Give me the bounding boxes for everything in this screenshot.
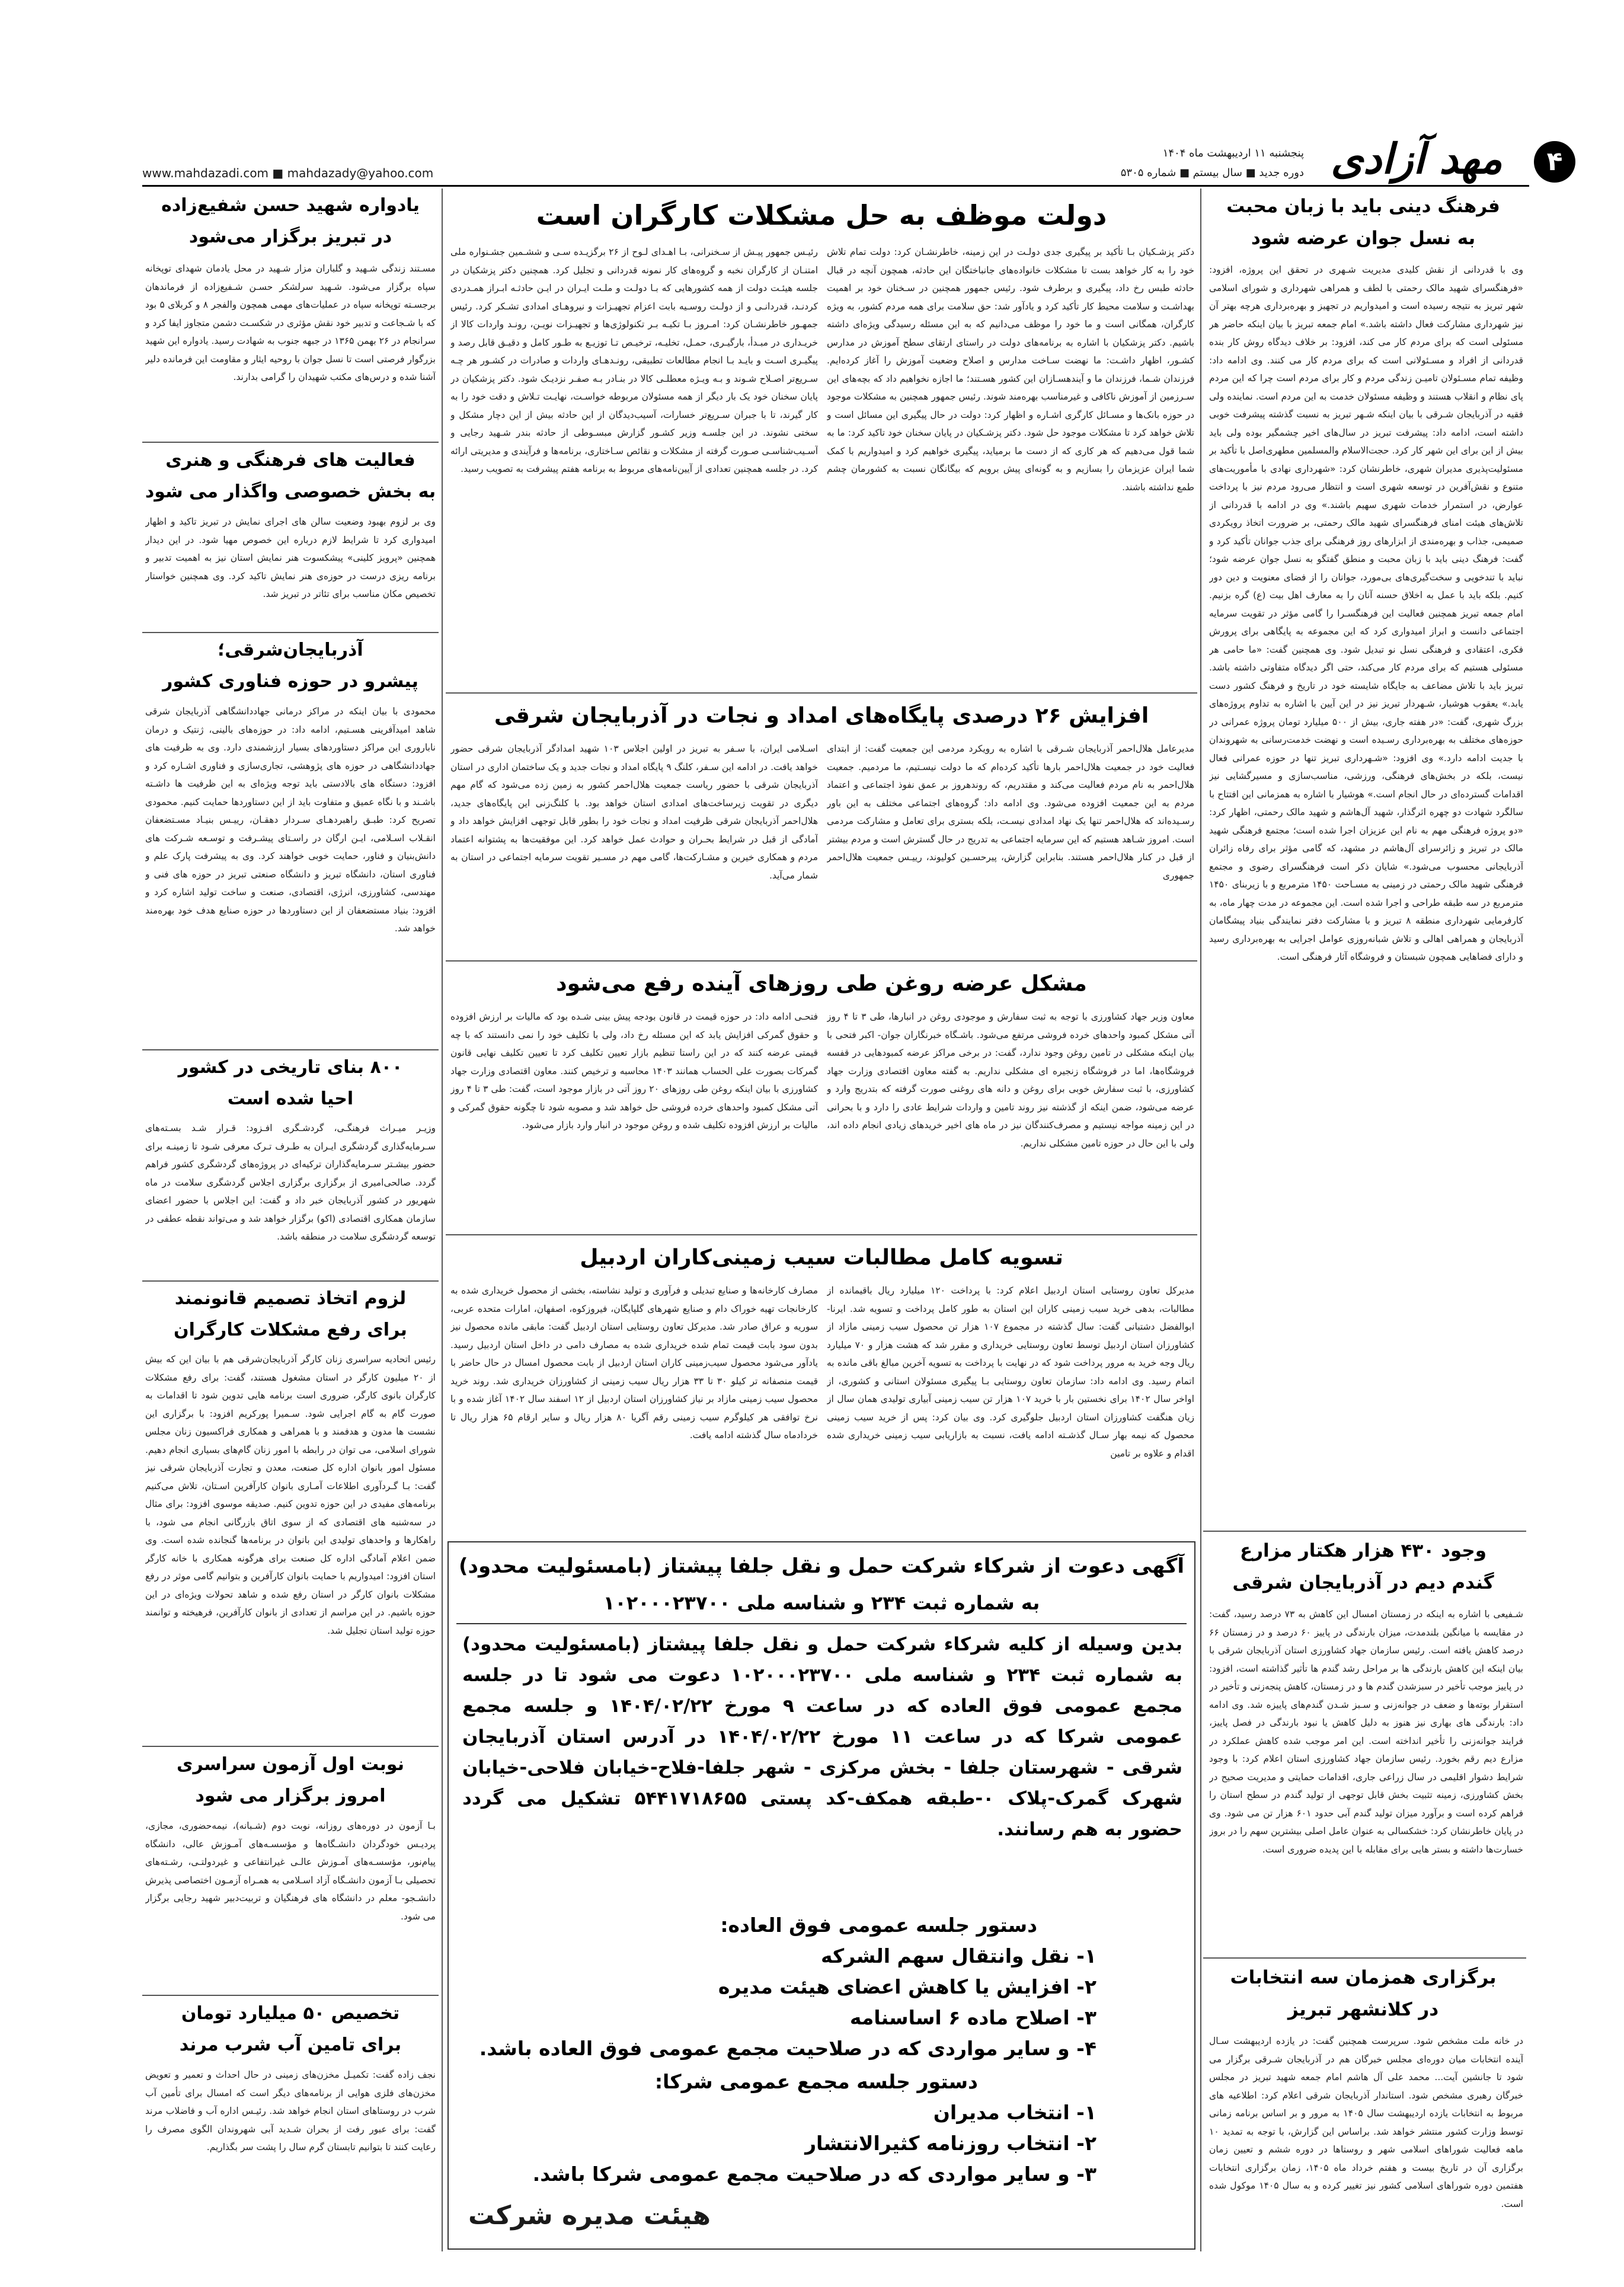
page-number-badge xyxy=(1534,141,1575,183)
agenda-item: ۳- و سایر مواردی که در صلاحیت مجمع عمومی شرکا باشد. xyxy=(532,2163,1096,2186)
date-line: پنجشنبه ۱۱ اردیبهشت ماه ۱۴۰۴ xyxy=(1162,147,1304,159)
article-title: در کلانشهر تبریز xyxy=(1287,1999,1439,2020)
agenda-item: ۲- افزایش یا کاهش اعضای هیئت مدیره xyxy=(718,1975,1096,1998)
article-body: بـا آزمون در دوره‌های روزانه، نوبت دوم (شـبانه)، نیمه‌حضوری، مجازی، پردیـس خودگردان دانشـگاه‌ها و مؤسسـه‌های آمـوزش عالی، دانشگاه پیام‌نور، مؤسسـه‌های آمـوزش عالـی غیرانتفاعی و غیردولتـی، رشـته‌های تحصیلی بـا آزمون دانشـگاه آزاد اسـلامی به همـراه آزمـون اختصاصی پذیرش دانشـجو- معلم در دانشگاه های فرهنگیان و تربیت‌دبیر شهید رجایی برگزار می شود. xyxy=(145,1820,436,1922)
article-separator xyxy=(446,960,1197,962)
article-title: برای تامین آب شرب مرند xyxy=(179,2034,402,2055)
article-title: احیا شده است xyxy=(227,1088,354,1109)
article-separator xyxy=(1203,1957,1526,1959)
article-title: پیشرو در حوزه فناوری کشور xyxy=(162,671,418,692)
article-title: آذربایجان‌شرقی؛ xyxy=(218,640,363,660)
article-body: نجف زاده گفت: تکمیـل مخزن‌های زمینی در حال احداث و تعمیر و تعویض مخزن‌های فلزی هوایی از برنامه‌های دیگر است که امسال برای تأمین آب شرب در روستاهای استان انجام خواهد شد. رئیـس اداره آب و فاضلاب مرند گفت: برای عبور رفت از بحران شـدید آبی شهروندان الگوی مصرف را رعایت کنند تا بتوانیم تابستان گرم سال را پشت سر بگذاریم. xyxy=(145,2069,436,2152)
article-title: برگزاری همزمان سه انتخابات xyxy=(1230,1967,1497,1988)
article-title: تسویه کامل مطالبات سیب زمینی‌کاران اردبیل xyxy=(580,1245,1063,1270)
agenda-heading: دستور جلسه مجمع عمومی شرکا: xyxy=(654,2070,978,2093)
lead-article-title: دولت موظف به حل مشکلات کارگران است xyxy=(536,199,1107,231)
article-body: در خانه ملت مشخص شود. سرپرست همچنین گفت: در یازده اردیبهشت سـال آینده انتخابات میان دوره‌ای مجلس خبرگان هم در آذربایجان شـرقی برگزار می شود تا جانشین آیت... محمد علی آل هاشم امام جمعه شهید تبریز در مجلس خبرگان رهبری مشخص شود. استاندار آذربایجان شرقی اعلام کرد: اطلاعیه های مربوط به انتخابات یازده اردیبهشت سال ۱۴۰۵ به مرور و بر اساس برنامه زمانی توسط وزارت کشور منتشر خواهد شد. براساس این گزارش، با توجه به تمدید ۱۰ ماهه فعالیت شوراهای اسلامی شهر و روستاها در دوره ششم و تعیین زمان برگزاری آن در تاریخ بیست و هفتم خرداد ماه ۱۴۰۵، زمان برگزاری انتخابات هفتمین دوره شوراهای اسلامی کشور نیز تغییر کرده و به سال ۱۴۰۵ موکول شده است. xyxy=(1209,2036,1523,2209)
article-separator xyxy=(142,1746,439,1747)
article-title: لزوم اتخاذ تصمیم قانونمند xyxy=(174,1288,407,1309)
notice-body: بدین وسیله از کلیه شرکاء شرکت حمل و نقل جلفا پیشتاز (بامسئولیت محدود) به شماره ثبت ۲۳۴ و شناسه ملی ۱۰۲۰۰۰۲۳۷۰۰ دعوت می شود تا در جلسه مجمع عمومی فوق العاده که در ساعت ۹ مورخ ۱۴۰۴/۰۲/۲۲ و جلسه مجمع عمومی شرکا که در ساعت ۱۱ مورخ ۱۴۰۴/۰۲/۲۲ در آدرس استان آذربایجان شرقی - شهرستان جلفا - بخش مرکزی - شهر جلفا-فلاح-خیابان فلاحی-خیابان شهرک گمرک-پلاک ۰-طبقه همکف-کد پستی ۵۴۴۱۷۱۸۶۵۵ تشکیل می گردد حضور به هم رسانند. xyxy=(462,1634,1182,1840)
article-separator xyxy=(446,692,1197,694)
article-separator xyxy=(142,442,439,443)
article-separator xyxy=(446,1234,1197,1235)
article-separator xyxy=(142,1280,439,1282)
agenda-item: ۳- اصلاح ماده ۶ اساسنامه xyxy=(849,2006,1096,2029)
notice-subtitle: به شماره ثبت ۲۳۴ و شناسه ملی ۱۰۲۰۰۰۲۳۷۰۰ xyxy=(603,1592,1040,1614)
agenda-heading: دستور جلسه عمومی فوق العاده: xyxy=(720,1914,1037,1937)
contact-line[interactable]: www.mahdazadi.com ■ mahdazady@yahoo.com xyxy=(142,166,434,180)
logo: مهد آزادی xyxy=(1331,134,1502,183)
article-separator xyxy=(142,1049,439,1050)
article-body: وی با قدردانی از نقش کلیدی مدیریت شـهری در تحقق این پروژه، افزود: «فرهنگسرای شهید مالک رحمتی با لطف و همراهی شهرداری و شورای اسلامی شهر تبریز به نتیجه رسیده است و امیدواریم در تجهیز و بهره‌برداری هرچه بهتر آن نیز شهرداری مشارکت فعال داشته باشد.» امام جمعه تبریز با بیان اینکه حاضر هر مسئولی است که برای مردم کار می کند، افزود: بر خلاف دیدگاه روش کار بنده قدردانی از افراد و مسـئولانی است که برای مردم کار می کنند. وی ادامه داد: وظیفه تمام مسـئولان تامیـن زندگی مردم و کار برای مردم است چرا که این مردم پای نظام و انقلاب هستند و وظیفه مسئولان خدمت به این مردم است. نماینده ولی فقیه در آذربایجان شـرقی با بیان اینکه شـهر تبریز به نسبت گذشته پیشرفت خوبی داشته است، ادامه داد: پیشرفت تبریز در سال‌های اخیر چشمگیر بوده ولی باید بیش از این برای این شهر کار کرد. حجت‌الاسلام والمسلمین مطهری‌اصل با تأکید بر مسئولیت‌پذیری مدیران شهری، خاطرنشان کرد: «شهرداری نهادی با مأموریت‌های متنوع و نقش‌آفرین در توسعه شهری است و انتظار می‌رود مردم نیز با پرداخت عوارض، در استمرار خدمات شهری سهیم باشند.» وی در ادامه با قدردانی از تلاش‌های هیئت امنای فرهنگسرای شهید مالک رحمتی، بر ضرورت اتخاذ رویکردی صمیمی، جذاب و بهره‌مندی از ابزارهای روز فرهنگی برای جذب جوانان تأکید کرد و گفت: فرهنگ دینی باید با زبان محبت و منطق گفتگو به نسل جوان عرضه شود؛ نباید با تندخویی و سخت‌گیری‌های بی‌مورد، جوانان را از فضای معنویت و دین دور کنیم. بلکه باید با عمل به اخلاق حسنه آنان را به معارف اهل بیت (ع) گره بزنیم. امام جمعه تبریز همچنین فعالیت این فرهنگسـرا را گامی مؤثر در تقویت سرمایه اجتماعی دانست و ابراز امیدواری کرد که این مجموعه به پایگاهی برای پرورش فکری، اعتقادی و فرهنگی نسل نو تبدیل شود. وی همچنین گفت: «ما حامی هر مسئولی هستیم که برای مردم کار می‌کند، حتی اگر دیدگاه متفاوتی داشته باشد. تبریز باید با تلاش مضاعف به جایگاه شایسته خود در تاریخ و فرهنگ کشور دست یابد.» یعقوب هوشیار، شـهردار تبریز نیز در این آیین با اشاره به تداوم پروژه‌های بزرگ شهری، گفت: «در هفته جاری، بیش از ۵۰۰ میلیارد تومان پروژه عمرانی در حوزه‌های مختلف به بهره‌برداری رسـیده است و نهضت خدمت‌رسانی به شهروندان با جدیت ادامه دارد.» وی افزود: «شـهرداری تبریز تنها در حوزه عمرانی فعال نیست، بلکه در بخش‌های فرهنگی، ورزشی، مناسب‌سازی و مسیرگشایی نیز اقدامات گسترده‌ای در حال انجام است.» هوشیار با اشاره به همزمانی این افتتاح با سالگرد شهادت دو چهره اثرگذار، شهید آل‌هاشم و شهید مالک رحمتی، اظهار کرد: «دو پروژه فرهنگی مهم به نام این عزیزان اجرا شده است؛ مجتمع فرهنگی شهید مالک در تبریز و زائرسرای آل‌هاشم در مشهد، که گامی مؤثر برای رفاه زائران آذربایجانی محسوب می‌شود.» شایان ذکر است فرهنگسرای رضوی و مجتمع فرهنگی شهید مالک رحمتی در زمینی به مسـاحت ۱۴۵۰ مترمربع و با زیربنای ۱۴۵۰ مترمربع در سه طبقه طراحی و اجرا شده است. این مجموعه در مدت چهار ماه، به کارفرمایی شهرداری منطقه ۸ تبریز و با مشارکت دفتر نمایندگی بنیاد پیشگامان آذربایجان و همراهی اهالی و تلاش شبانه‌روزی عوامل اجرایی به بهره‌برداری رسید و دارای فضاهایی همچون شبستان و فروشگاه آثار فرهنگی است. xyxy=(1209,264,1523,962)
article-body: مصارف کارخانه‌ها و صنایع تبدیلی و فرآوری و تولید نشاسته، بخشی از محصول خریداری شده به کارخانجات تهیه خوراک دام و صنایع شهرهای گلپایگان، فیروزکوه، اصفهان، امارات متحده عربی، سوریه و عراق صادر شد. مدیرکل تعاون روستایی استان اردبیل گفت: مابقی مانده محصول نیز بدون سود بابت قیمت تمام شده خریداری شده به مصارف دامی در داخل استان اردبیل رسید. یادآور می‌شود محصول سیب‌زمینی کاران استان اردبیل از بابت محصول امسال در حال حاضر با قیمت منصفانه تر کیلو ۳۰ تا ۳۳ هزار ریال سیب زمینی از کشاورزان خریداری شد. روند خرید محصول سیب زمینی مازاد بر نیاز کشاورزان استان اردبیل از ۱۲ اسفند سال ۱۴۰۲ آغاز شده و با نرخ توافقی هر کیلوگرم سیب زمینی رقم آگریا ۸۰ هزار ریال و سایر ارقام ۶۵ هزار ریال تا خردادماه سال گذشته ادامه یافت. xyxy=(450,1285,818,1440)
notice-signature: هیئت مدیره شرکت xyxy=(468,2200,711,2231)
article-separator xyxy=(142,632,439,633)
article-title: در تبریز برگزار می‌شود xyxy=(188,226,392,247)
article-title: یادواره شهید حسن شفیع‌زاده xyxy=(161,195,420,216)
article-body: شـفیعی با اشاره به اینکه در زمستان امسال این کاهش به ۷۳ درصد رسید، گفت: در مقایسه با میانگین بلندمدت، میزان بارندگی در پاییز ۶۰ درصد و در زمستان ۶۶ درصد کاهش یافته است. رئیس سازمان جهاد کشاورزی استان آذربایجان شرقی با بیان اینکه این کاهش بارندگی ها بر مراحل رشد گندم ها تأثیر گذاشته است، افزود: در پاییز موجب تأخیر در سبزشدن گندم ها و در زمستان، کاهش پنجه‌زنی و تأخیر در استقرار بوته‌ها و ضعف در جوانه‌زنی و سـبز شـدن گندم‌های پاییزه شد. وی ادامه داد: بارندگی های بهاری نیز هنوز به دلیل کاهش یا نبود بارندگی در فصل پاییز، فرایند جوانه‌زنی را تأخیر انداخته است. این امر موجب شده کاهش عملکرد در مزارع دیم رقم بخورد. رئیس سازمان جهاد کشاورزی استان اعلام کرد: با وجود شرایط دشوار اقلیمی در سال زراعی جاری، اقدامات حمایتی و مدیریت صحیح در بخش کشاورزی، زمینه تثبیت بخش قابل توجهی از تولید گندم در سطح استان را فراهم کرده است و برآورد میزان تولید گندم آبی حدود ۶۰۱ هزار تن می شود. وی در پایان خاطرنشان کرد: خشکسالی به عنوان عامل اصلی بیشترین سهم را در بروز خسارت‌ها داشته و بستر هایی برای مقابله با این پدیده ضروری است. xyxy=(1209,1609,1523,1855)
edition-line: دوره جدید ■ سال بیستم ■ شماره ۵۳۰۵ xyxy=(1120,167,1304,179)
article-body: دکتر پزشـکیان بـا تأکید بر پیگیری جدی دولـت در این زمینه، خاطرنشـان کرد: دولت تمام تلاش خود را به کار خواهد بست تا مشکلات خانواده‌های جانباختگان این حادثه، همچون آنچه در قبال حادثه طبس رخ داد، پیگیری و برطرف شود. رئیس جمهور همچنین در سـخنان خود بر اهمیت بهداشـت و سلامت محیط کار تأکید کرد و یادآور شد: حق سلامت برای همه مردم کشور، به ویژه کارگران، همگانی است و ما خود را موظف می‌دانیم که به این مسئله رسیدگی ویژه‌ای داشته باشیم. دکتر پزشکیان با اشاره به برنامه‌های دولت در راستای ارتقای سطح آموزش در مدارس کشـور، اظهار داشـت: ما نهضت سـاخت مدارس و اصلاح وضعیت آموزش را آغاز کرده‌ایم. فرزندان شـما، فرزندان ما و آیندهسـازان این کشور هسـتند؛ ما اجازه نخواهیم داد که بچه‌های این سـرزمین از آموزش ناکافی و غیرمناسب بهره‌مند شوند. رئیس جمهور همچنین به مشکلات موجود در حوزه بانک‌ها و مسـائل کارگری اشـاره و اظهار کرد: دولت در حال پیگیری این مسائل است و تلاش خواهد کرد تا مشکلات موجود حل شود. دکتر پزشـکیان در پایان سخنان خود تاکید کرد: ما به شما قول می‌دهیم که هر کاری که از دست ما برمیاید، پیگیری خواهیم کرد و امیدواریم با کمک شما ایران عزیزمان را بسازیم و به گونه‌ای پیش برویم که بیگانگان نسبت به کشورمان چشم طمع نداشته باشند. xyxy=(827,247,1194,493)
article-title: نوبت اول آزمون سراسری xyxy=(176,1754,405,1775)
article-body: مدیرعامل هلال‌احمر آذربایجان شـرقی با اشاره به رویکرد مردمی این جمعیت گفت: از ابتدای فعالیت خود در جمعیت هلال‌احمر بارها تأکید کرده‌ام که ما دولت نیسـتیم، ما مردمیم. جمعیت هلال‌احمر به نام مردم فعالیت می‌کند و مقتدریم، که روندهروز بر عمق نفوذ اجتماعی و اعتماد مردم به این جمعیت افزوده می‌شود. وی ادامه داد: گروه‌های اجتماعی مختلف به این باور رسـیده‌اند که هلال‌احمر تنها یک نهاد امدادی نیسـت، بلکه بستری برای تعامل و مشارکت مردمی است. امروز شـاهد هستیم که این سرمایه اجتماعی به تدریج در حال گسترش است و مردم بیشتر از قبل در کنار هلال‌احمر هستند. بنابراین گزارش، پیرحسـین کولیوند، رییـس جمعیت هلال‌احمر جمهوری xyxy=(827,743,1194,881)
article-title: گندم دیم در آذربایجان شرقی xyxy=(1232,1572,1494,1593)
agenda-item: ۱- نقل وانتقال سهم الشرکه xyxy=(821,1944,1096,1967)
article-separator xyxy=(142,1995,439,1996)
masthead-rule xyxy=(142,185,1529,187)
article-title: فرهنگ دینی باید با زبان محبت xyxy=(1226,196,1500,217)
agenda-item: ۲- انتخاب روزنامه کثیرالانتشار xyxy=(805,2132,1096,2155)
article-body: وی بر لزوم بهبود وضعیت سالن های اجرای نمایش در تبریز تاکید و اظهار امیدواری کرد تا شرایط لازم درباره این خصوص مهیا شود. در این دیدار همچنین «پرویز کلینی» پیشکسوت هنر نمایش استان نیز به اهمیت تدبیر و برنامه ریزی درست در حوزه‌ی هنر نمایش تاکید کرد. وی همچنین خواستار تخصیص مکان مناسب برای تئاتر در تبریز شد. xyxy=(145,516,436,599)
article-title: تخصیص ۵۰ میلیارد تومان xyxy=(181,2003,400,2024)
agenda-item: ۴- و سایر مواردی که در صلاحیت مجمع عمومی فوق العاده باشد. xyxy=(479,2037,1096,2060)
agenda-item: ۱- انتخاب مدیران xyxy=(933,2101,1096,2124)
article-body: فتحـی ادامه داد: در حوزه قیمت در قانون بودجه پیش بینی شـده بود که مالیات بر ارزش افزوده و حقوق گمرکی افزایش یابد که این مسئله رخ داد، ولی با تکلیف خود را نمی دانستند که با چه قیمتی عرضه کنند که در این راستا تنظیم بازار تعیین تکلیف کرد تا تعیین تکلیف نهایی قانون گمرکات بصورت علی الحساب همانند ۱۴۰۳ محاسبه و ترخیص کنند. معاون اقتصادی وزارت جهاد کشاورزی با بیان اینکه روغن طی روزهای ۲۰ روز آتی در بازار موجود است، گفت: طی ۳ تا ۴ روز آتی مشکل کمبود واحدهای خرده فروشی حل خواهد شد و مصوبه شود تا چگونه حقوق گمرکی و مالیات بر ارزش افزوده تکلیف شده و روغن موجود در انبار وارد بازار می‌شود. xyxy=(450,1011,818,1130)
article-title: به بخش خصوصی واگذار می شود xyxy=(145,481,436,502)
article-title: برای رفع مشکلات کارگران xyxy=(174,1320,407,1340)
article-body: رئیـس جمهور پیـش از سـخنرانی، بـا اهـدای لـوح از ۲۶ برگزیـده سـی و ششـمین جشـنواره ملی امتنـان از کارگران نخبه و گروه‌های کار نمونه قدردانی و تجلیل کرد. همچنین دکتر پزشکیان در جلسه هیئـت دولت از همه کشورهایی که بـا دولـت و ملـت ایـران در ایـن حادثـه ابـراز همـدردی کردنـد، قدردانـی و از دولـت روسـیه بابت اعزام تجهیـزات و نیروهـای امدادی تشـکر کرد. رئیس جمهـور خاطرنشـان کرد: امـروز بـا تکیـه بـر تکنولوژی‌ها و تجهیـزات نویـن، رونـد واردات کالا از خریـداری در مبـدأ، بارگیـری، حمـل، تخلیـه، ترخیـص تـا توزیـع به طـور کامل و دقیـق قابل رصد و پیگیـری اسـت و بایـد بـا انجام مطالعات تطبیقی، رونـدهـای واردات و صادرات در کشـور هر چـه سـریع‌تر اصـلاح شـوند و بـه ویـژه معطلـی کالا در بنـادر بـه صفـر نزدیـک شود. دکتر پزشکیان در پایان سخنان خود یک بار دیگر از همه مسئولان مربوطه خواسـت، نهایـت تـلاش و دقت خود را به کار گیرند، تا با جبران سـریع‌تر خسارات، آسیب‌دیدگان از این حادثه بیش از این دچار مشکل و سختی نشوند. در این جلسـه وزیر کشـور گزارش مبسـوطی از حادثه بندر شـهید رجایی و آسـیب‌شناسـی صـورت گرفته از مشکلات و نقائص سـاختاری، برنامه‌ها و فرآیندی و مدیریتی ارائه کرد. در جلسه همچنین تعدادی از آیین‌نامه‌های مربوط به برنامه هفتم پیشرفت به تصویب رسید. xyxy=(450,247,818,474)
article-body: مسـتند زندگی شـهید و گلباران مزار شـهید در محل یادمان شهدای توپخانه سپاه برگزار می‌شود. شـهید سرلشکر حسـن شـفیع‌زاده از فرماندهان برجسـته توپخانه سپاه در عملیات‌های مهمی همچون والفجر ۸ و کربلای ۵ بود که با شـجاعت و تدبیر خود نقش مؤثری در شکسـت دشمن متجاوز ایفا کرد و سرانجام در ۲۶ بهمن ۱۳۶۵ در جبهه جنوب به شهادت رسید. یادواره این شهید بزرگوار فرصتی است تا نسل جوان با روحیه ایثار و مقاومت این فرمانده دلیر آشنا شده و درس‌های مکتب شهیدان را گرامی بدارند. xyxy=(145,263,436,382)
column-divider-left xyxy=(442,189,443,2251)
article-body: وزیـر میـراث فرهنگـی، گردشـگری افـزود: قـرار شـد بسـته‌های سـرمایه‌گذاری گردشگری ایـران به طـرف تـرک معرفی شـود تا زمینـه برای حضور بیشـتر سـرمایه‌گذاران ترکیه‌ای در پروژه‌های گردشگری کشور فراهم گردد. صالحی‌امیری از برگزاری برگزاری اجلاس گردشگری سلامت در ماه شهریور در کشور آذربایجان خبر داد و گفت: این اجلاس با حضور اعضای سازمان همکاری اقتصادی (اکو) برگزار خواهد شد و می‌تواند نقطه عطفی در توسعه گردشگری سلامت در منطقه باشد. xyxy=(145,1123,436,1242)
notice-separator xyxy=(456,1623,1187,1624)
article-separator xyxy=(1203,1531,1526,1532)
notice-title: آگهی دعوت از شرکاء شرکت حمل و نقل جلفا پیشتاز (بامسئولیت محدود) xyxy=(458,1554,1185,1578)
article-title: امروز برگزار می شود xyxy=(195,1785,386,1806)
article-body: معاون وزیر جهاد کشاورزی با توجه به ثبت سفارش و موجودی روغن در انبارها، طی ۳ تا ۴ روز آتی مشکل کمبود واحدهای خرده فروشی مرتفع می‌شود. باشـگاه خبرنگاران جوان- اکبر فتحی با بیان اینکه مشکلی در تامین روغن وجود ندارد، گفت: در برخی مراکز عرضه کمبودهایی در قفسه فروشگاه‌ها، اما در فروشگاه زنجیره ای مشکلی نداریم. به گفته معاون اقتصادی وزارت جهاد کشاورزی، با ثبت سفارش خوبی برای روغن و دانه های روغنی صورت گرفته که بتدریج وارد و عرضه می‌شود، ضمن اینکه از گذشته نیز روند تامین و واردات شرایط عادی را دارد و با بحرانی در این زمینه مواجه نیستیم و مصرف‌کنندگان نیز در ماه های اخیر خریدهای زیادی انجام داده اند، ولی با این حال در حوزه تامین مشکلی نداریم. xyxy=(827,1011,1194,1149)
article-title: افزایش ۲۶ درصدی پایگاه‌های امداد و نجات در آذربایجان شرقی xyxy=(494,704,1149,728)
page-number: ۴ xyxy=(1546,146,1563,177)
article-title: وجود ۴۳۰ هزار هکتار مزارع xyxy=(1240,1540,1486,1561)
article-title: فعالیت های فرهنگی و هنری xyxy=(165,450,415,471)
article-body: محمودی با بیان اینکه در مراکز درمانی جهاددانشگاهی آذربایجان شرقی شاهد امیدآفرینی هسـتیم، ادامه داد: در حوزه‌های بالینی، ژنتیک و درمان ناباروری این مراکز دستاوردهای بسیار ارزشمندی دارد. وی به ظرفیت های جهاددانشگاهی در حوزه های پژوهشی، تجاری‌سازی و فناوری اشـاره کرد و افزود: دستگاه های بالادستی باید توجه ویژه‌ای به این ظرفیت ها داشـته باشـند و با نگاه عمیق و متفاوت باید از این دستاوردها حمایت کنیم. محمودی تصریح کرد: طبـق راهبردهـای سـردار دهقـان، رییـس بنیـاد مسـتضعفان انقـلاب اسـلامی، ایـن ارگان در راسـتای پیشـرفت و توسـعه شـرکت های دانش‌بنیان و فناور، حمایت خوبی خواهند کرد. وی به پیشرفت پارک علم و فناوری استان، دانشگاه تبریز و دانشگاه صنعتی تبریز در حوزه های فنی و مهندسی، کشاورزی، انرژی، اقتصادی، صنعت و ساخت تولید اشاره کرد و افزود: بنیاد مستضعفان از این دستاوردها در حوزه صنایع هدف خود بهره‌مند خواهد شد. xyxy=(145,706,436,934)
article-title: به نسل جوان عرضه شود xyxy=(1251,228,1476,249)
article-title: مشکل عرضه روغن طی روزهای آینده رفع می‌شود xyxy=(556,972,1087,996)
masthead xyxy=(0,0,1624,196)
article-body: اسـلامی ایران، با سـفر به تبریز در اولین اجلاس ۱۰۳ شهید امدادگر آذربایجان شرقی حضور خواهد یافت. در ادامه این سـفر، کلنگ ۹ پایگاه امداد و نجات جدید و یک ساختمان اداری در استان آذربایجان شرقی با حضور ریاست جمعیت هلال‌احمر کشور به زمین زده می‌شود که گام مهم دیگری در تقویت زیرساخت‌های امدادی استان خواهد بود. با کلنگ‌زنی این پایگاه‌های جدید، هلال‌احمر آذربایجان شرقی ظرفیت امداد و نجات خود را بطور قابل توجهی افزایش خواهد داد و آمادگی از قبل در شرایط بحـران و حوادث عمل خواهد کرد. این موفقیت‌ها به پشتوانه اعتماد مردم و همکاری خیرین و مشـارکت‌ها، گامی مهم در مسـیر تقویت سرمایه اجتماعی در استان به شمار می‌آید. xyxy=(450,743,818,881)
article-body: مدیرکل تعاون روستایی استان اردبیل اعلام کرد: با پرداخت ۱۲۰ میلیارد ریال باقیمانده از مطالبات، بدهی خرید سیب زمینی کاران این استان به طور کامل پرداخت و تسویه شد. ایرنا- ابوالفضل دشتبانی گفت: سال گذشته در مجموع ۱۰۷ هزار تن محصول سیب زمینی مازاد از کشاورزان استان اردبیل توسط تعاون روستایی خریداری و مقرر شد که هشت هزار و ۷۰ میلیارد ریال وجه خرید به مرور پرداخت شود که در نهایت با پرداخت به تسویه آخرین مبالغ باقی مانده به اتمام رسید. وی ادامه داد: سازمان تعاون روستایی بـا پیگیری مسئولان استانی و کشوری، از اواخر سال ۱۴۰۲ برای نخستین بار با خرید ۱۰۷ هزار تن سیب زمینی آبیاری تولیدی همان سال از زیان هنگفت کشاورزان استان اردبیل جلوگیری کرد. وی بیان کرد: پس از خرید سیب زمینی محصول که نیمه بهار سـال گذشـته ادامه یافت، نسبت به بازاریابی سیب زمینی خریداری شده اقدام و علاوه بر تامین xyxy=(827,1285,1194,1459)
article-body: رئیس اتحادیه سراسری زنان کارگر آذربایجان‌شرقی هم با بیان این که بیش از ۲۰ میلیون کارگر در استان مشغول هستند، گفت: برای رفع مشکلات کارگران بانوی کارگر، ضروری است برنامه هایی تدوین شود تا اقدامات به صورت گام به گام اجرایی شود. سـمیرا پورکریم افزود: با برگزاری این نشست ها مدون و هدفمند و با همراهی و همکاری فراکسیون زنان مجلس شورای اسلامی، می توان در رابطه با امور زنان گام‌های بسیاری انجام دهیم. مسئول امور بانوان اداره کل صنعت، معدن و تجارت آذربایجان شرقی نیز گفت: بـا گـردآوری اطلاعات آمـاری بانوان کارآفرین اسـتان، تلاش می‌کنیم برنامه‌های مفیدی در این حوزه تدوین کنیم. صدیقه موسوی افزود: برای مثال در سه‌شنبه های اقتصادی که از سوی اتاق بازرگانی انجام می شود، با راهکارها و واحدهای تولیدی این بانوان در برنامه‌ها گنجانده شده است. وی ضمن اعلام آمادگی اداره کل صنعت برای هرگونه همکاری با خانه کارگر استان افزود: امیدواریم با حمایت بانوان کارآفرین و بتوانیم گامی موثر در رفع مشکلات بانوان کارگر در استان رفع شده و شاهد تحولات ویژه‌ای در این حوزه باشیم. در این مراسم از تعدادی از بانوان کارآفرین، فرهیخته و توانمند حوزه تولید استان تجلیل شد. xyxy=(145,1354,436,1636)
column-divider-right xyxy=(1200,189,1201,2251)
article-title: ۸۰۰ بنای تاریخی در کشور xyxy=(178,1057,403,1078)
